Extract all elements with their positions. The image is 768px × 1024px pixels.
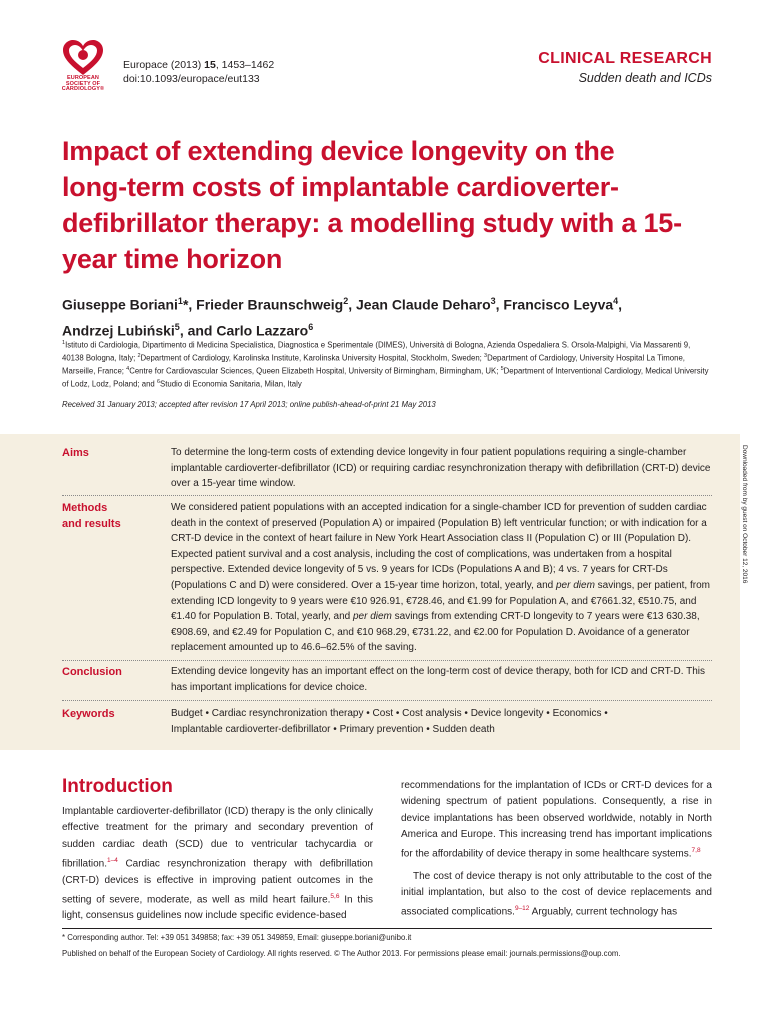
author-name: Giuseppe Boriani [62, 296, 178, 313]
introduction-heading: Introduction [62, 776, 173, 797]
journal-pages: , 1453–1462 [215, 59, 275, 71]
aims-label: Aims [62, 447, 89, 459]
journal-name: Europace (2013) [123, 59, 205, 71]
journal-citation [123, 58, 274, 86]
citation-link[interactable]: 1–4 [107, 856, 118, 864]
section-title: CLINICAL RESEARCH [538, 50, 712, 67]
keywords-label: Keywords [62, 708, 115, 720]
section-heading [538, 50, 712, 85]
author-name: Frieder Braunschweig [196, 296, 344, 313]
body-column-right: recommendations for the implantation of ICDs or CRT-D devices for a widening spectrum of patient populations. Consequently, a rise in device implantations has been observed worldwide, notably in North America and Europe. This increasing trend has important implications for the affordability of device therapy in some healthcare systems.$^{7,8}$ The cost of device therapy is not only attributable to the cost of the initial implantation, but also to the cost of device replacements and associated complications.$^{9-12}$ Arguably, current technology has [401, 780, 712, 918]
author-name: Jean Claude Deharo [356, 296, 491, 313]
journal-doi[interactable]: doi:10.1093/europace/eut133 [123, 73, 260, 85]
author-name: Carlo Lazzaro [216, 322, 309, 339]
methods-text: We considered patient populations with an accepted indication for a single-chamber ICD for prevention of sudden cardiac death in the context of preserved (Population A) or impaired (Population B) left ventricular function; or with indication for a CRT-D device in the context of heart failure in New York Heart Association class II (Population C) or III (Population D). Expected patient survival and a cost analysis, including the cost of complications, was undertaken from a hospital perspective. Extended device longevity of 5 vs. 9 years for ICDs (Populations A and B); 4 vs. 7 years for CRT-Ds (Populations C and D) were considered. Over a 15-year time horizon, total, yearly, and per diem savings, per patient, from extending ICD longevity to 9 years were €10 926.91, €728.46, and €1.99 for Population A, and €7661.32, €510.75, and €1.40 for Population B. Total, yearly, and per diem savings from extending CRT-D longevity to 7 years were €13 630.38, €908.69, and €2.49 for Population C, and €10 968.29, €731.22, and €2.00 for Population D. Avoidance of a generator replacement amounted up to 46.6–62.5% of the saving. [171, 502, 710, 654]
download-watermark: Downloaded from by guest on October 12, 2016 [741, 445, 748, 584]
abstract-divider [62, 495, 712, 496]
keywords-text: Budget • Cardiac resynchronization therapy • Cost • Cost analysis • Device longevity • Economics • Implantable cardioverter-defibrillator • Primary prevention • Sudden death [171, 708, 608, 735]
received-dates: Received 31 January 2013; accepted after revision 17 April 2013; online publish-ahead-of-print 21 May 2013 [62, 400, 436, 409]
aims-text: To determine the long-term costs of extending device longevity in four patient populations requiring a single-chamber implantable cardioverter-defibrillator (ICD) or requiring cardiac resynchronization therapy with defibrillation (CRT-D) device over a 15-year time window. [171, 447, 711, 490]
author-list: Giuseppe Boriani$^1$*, Frieder Braunschweig$^2$, Jean Claude Deharo$^3$, Francisco Leyva$^4$, Andrzej Lubiński$^5$, and Carlo Lazzaro$^6$ [62, 296, 623, 339]
author-name: Francisco Leyva [503, 296, 614, 313]
abstract-divider [62, 700, 712, 701]
logo-wordmark: EUROPEAN SOCIETY OF CARDIOLOGY® [61, 75, 105, 93]
journal-volume: 15 [204, 59, 216, 71]
structured-abstract [0, 434, 740, 750]
citation-link[interactable]: 5,6 [330, 892, 340, 900]
citation-link[interactable]: 9–12 [514, 905, 530, 913]
citation-link[interactable]: 7,8 [691, 847, 701, 855]
corresponding-author-footnote: * Corresponding author. Tel: +39 051 349858; fax: +39 051 349859, Email: giuseppe.boriani@unibo.it [62, 933, 412, 942]
publisher-notice: Published on behalf of the European Society of Cardiology. All rights reserved. © The Author 2013. For permissions please email: journals.permissions@oup.com. [62, 949, 621, 958]
conclusion-text: Extending device longevity has an important effect on the long-term cost of device therapy, both for ICD and CRT-D. This has important implications for device choice. [171, 666, 705, 693]
article-title: Impact of extending device longevity on the long-term costs of implantable cardioverter-defibrillator therapy: a modelling study with a 15-year time horizon [62, 136, 682, 274]
abstract-divider [62, 660, 712, 661]
section-subtitle: Sudden death and ICDs [578, 71, 712, 85]
affiliations: $^1$Istituto di Cardiologia, Dipartimento di Medicina Specialistica, Diagnostica e Sperimentale (DIMES), Università di Bologna, Azienda Ospedaliera S. Orsola-Malpighi, Via Massarenti 9, 40138 Bologna, Italy; $^2$Department of Cardiology, Karolinska Institute, Karolinska University Hospital, Stockholm, Sweden; $^3$Department of Cardiology, University Hospital La Timone, Marseille, France; $^4$Centre for Cardiovascular Sciences, Queen Elizabeth Hospital, University of Birmingham, Birmingham, UK; $^5$Department of Interventional Cardiology, Medical University of Lodz, Lodz, Poland; and $^6$Studio di Economia Sanitaria, Milan, Italy [62, 340, 709, 389]
author-name: Andrzej Lubiński [62, 322, 175, 339]
body-column-left: Implantable cardioverter-defibrillator (ICD) therapy is the only clinically effective treatment for the primary and secondary prevention of sudden cardiac death (SCD) due to ventricular tachycardia or fibrillation.$^{1-4}$ Cardiac resynchronization therapy with defibrillation (CRT-D) devices is effective in improving patient outcomes in the setting of severe, moderate, as well as mild heart failure.$^{5,6}$ In this light, consensus guidelines now include specific evidence-based [62, 806, 373, 922]
heart-logo-icon [60, 38, 106, 78]
footnote-rule [62, 928, 712, 929]
methods-label: Methods and results [62, 502, 121, 530]
esc-logo [60, 38, 106, 102]
conclusion-label: Conclusion [62, 666, 122, 678]
